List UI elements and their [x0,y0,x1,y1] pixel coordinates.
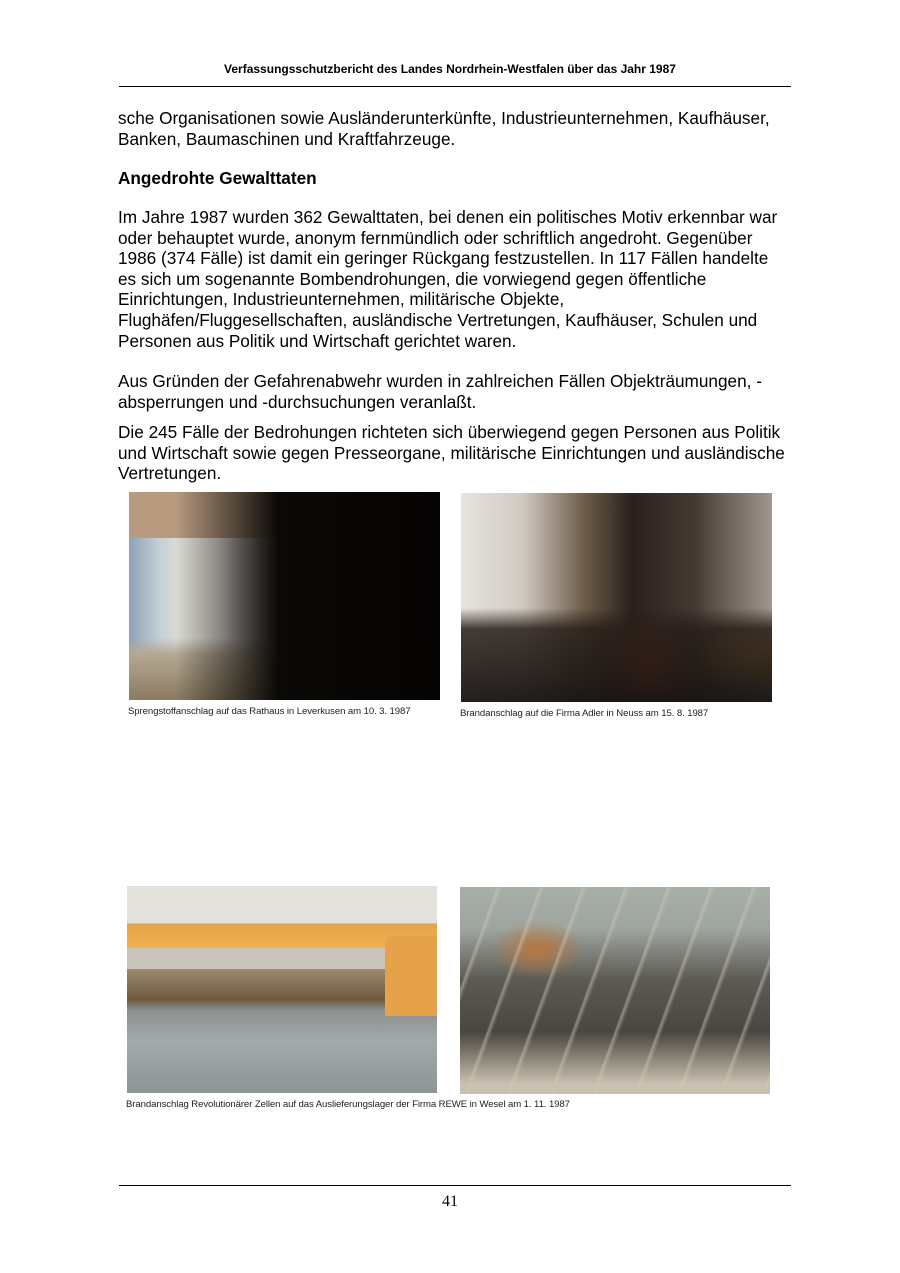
header-rule [119,86,791,87]
page-number: 41 [442,1193,458,1210]
intro-text: sche Organisationen sowie Ausländerunterkünfte, Industrieunternehmen, Kaufhäuser, Banken, Baumaschinen und Kraftfahrzeuge. [118,108,770,149]
paragraph-text: Die 245 Fälle der Bedrohungen richteten sich überwiegend gegen Personen aus Politik und Wirtschaft sowie gegen Presseorgane, militärische Einrichtungen und ausländische Vertretungen. [118,422,785,484]
paragraph-threats [118,207,790,351]
photo-firma-adler-neuss [461,493,772,702]
photo-caption: Brandanschlag auf die Firma Adler in Neuss am 15. 8. 1987 [460,708,709,719]
running-header: Verfassungsschutzbericht des Landes Nordrhein-Westfalen über das Jahr 1987 [224,62,676,76]
footer-rule [119,1185,791,1186]
intro-paragraph [118,108,790,149]
paragraph-evacuations [118,371,790,412]
photo-burned-trucks [460,887,770,1094]
section-heading: Angedrohte Gewalttaten [118,168,317,188]
paragraph-text: Im Jahre 1987 wurden 362 Gewalttaten, bei denen ein politisches Motiv erkennbar war oder behauptet wurde, anonym fernmündlich oder schriftlich angedroht. Gegenüber 1986 (374 Fälle) ist damit ein geringer Rückgang festzustellen. In 117 Fällen handelte es sich um sogenannte Bombendrohungen, die vorwiegend gegen öffentliche Einrichtungen, Industrieunternehmen, militärische Objekte, Flughäfen/Fluggesellschaften, ausländische Vertretungen, Kaufhäuser, Schulen und Personen aus Politik und Wirtschaft gerichtet waren. [118,207,778,351]
photo-rewe-warehouse [127,886,437,1093]
paragraph-text: Aus Gründen der Gefahrenabwehr wurden in zahlreichen Fällen Objekträumungen, -absperrungen und -durchsuchungen veranlaßt. [118,371,762,412]
truck-shape [385,936,437,1016]
paragraph-targets [118,422,790,484]
photo-caption: Brandanschlag Revolutionärer Zellen auf das Auslieferungslager der Firma REWE in Wesel am 1. 11. 1987 [126,1099,570,1110]
photo-rathaus-leverkusen [129,492,440,700]
photo-caption: Sprengstoffanschlag auf das Rathaus in Leverkusen am 10. 3. 1987 [128,706,411,717]
